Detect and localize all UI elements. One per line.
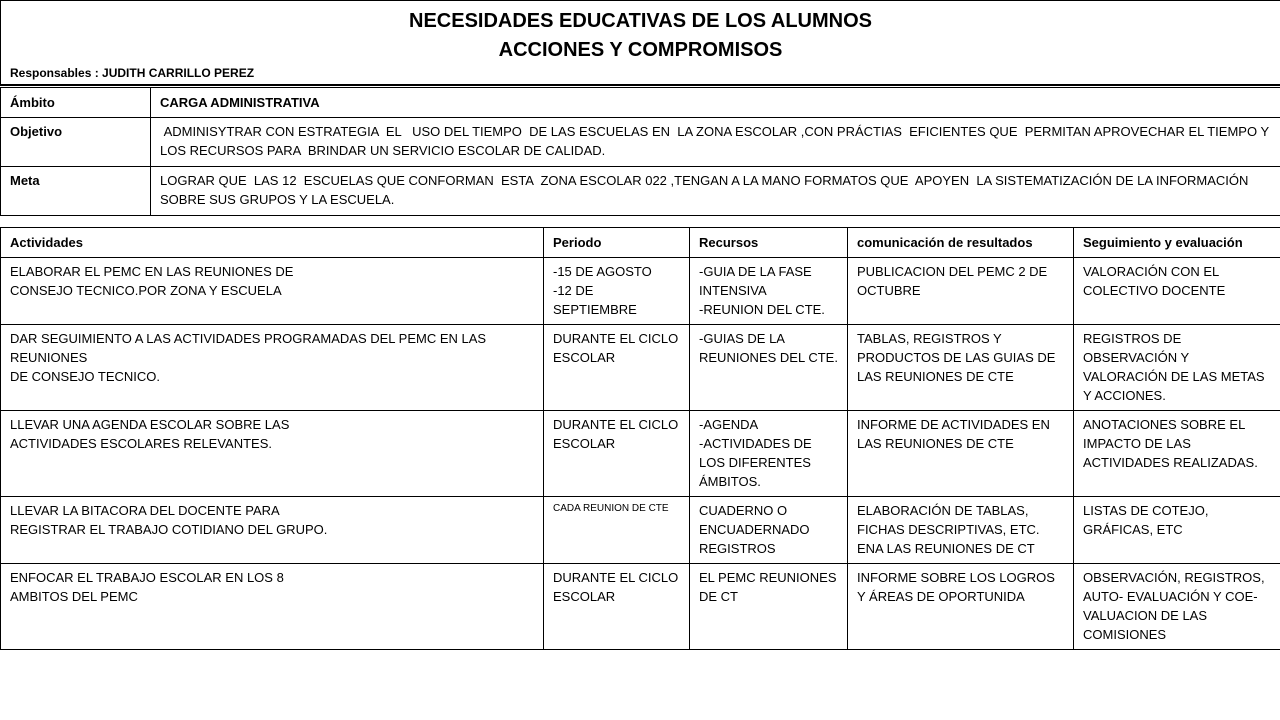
activities-header-row bbox=[1, 228, 1280, 258]
activities-table bbox=[0, 227, 1280, 650]
document-header bbox=[0, 0, 1280, 86]
periodo-cell: CADA REUNION DE CTE bbox=[544, 497, 690, 564]
recursos-cell: -AGENDA -ACTIVIDADES DE LOS DIFERENTES ÁMBITOS. bbox=[690, 411, 848, 497]
comunicacion-cell: INFORME DE ACTIVIDADES EN LAS REUNIONES DE CTE bbox=[848, 411, 1074, 497]
recursos-cell: -GUIA DE LA FASE INTENSIVA -REUNION DEL CTE. bbox=[690, 258, 848, 325]
seguimiento-cell: ANOTACIONES SOBRE EL IMPACTO DE LAS ACTIVIDADES REALIZADAS. bbox=[1074, 411, 1280, 497]
header-seguimiento: Seguimiento y evaluación bbox=[1074, 228, 1280, 258]
seguimiento-cell: VALORACIÓN CON EL COLECTIVO DOCENTE bbox=[1074, 258, 1280, 325]
meta-value: LOGRAR QUE LAS 12 ESCUELAS QUE CONFORMAN ESTA ZONA ESCOLAR 022 ,TENGAN A LA MANO FORMATOS QUE APOYEN LA SISTEMATIZACIÓN DE LA INFORMACIÓN SOBRE SUS GRUPOS Y LA ESCUELA. bbox=[151, 167, 1280, 216]
responsables-label: Responsables : JUDITH CARRILLO PEREZ bbox=[10, 66, 255, 80]
table-row bbox=[1, 564, 1280, 650]
objetivo-value: ADMINISYTRAR CON ESTRATEGIA EL USO DEL TIEMPO DE LAS ESCUELAS EN LA ZONA ESCOLAR ,CON PRÁCTIAS EFICIENTES QUE PERMITAN APROVECHAR EL TIEMPO Y LOS RECURSOS PARA BRINDAR UN SERVICIO ESCOLAR DE CALIDAD. bbox=[151, 118, 1280, 167]
comunicacion-cell: TABLAS, REGISTROS Y PRODUCTOS DE LAS GUIAS DE LAS REUNIONES DE CTE bbox=[848, 325, 1074, 411]
header-periodo: Periodo bbox=[544, 228, 690, 258]
meta-row bbox=[1, 167, 1280, 216]
header-recursos: Recursos bbox=[690, 228, 848, 258]
table-row bbox=[1, 411, 1280, 497]
objetivo-row bbox=[1, 118, 1280, 167]
seguimiento-cell: OBSERVACIÓN, REGISTROS, AUTO- EVALUACIÓN Y COE- VALUACION DE LAS COMISIONES bbox=[1074, 564, 1280, 650]
periodo-cell: DURANTE EL CICLO ESCOLAR bbox=[544, 411, 690, 497]
meta-label: Meta bbox=[1, 167, 151, 216]
table-row bbox=[1, 497, 1280, 564]
periodo-cell: -15 DE AGOSTO -12 DE SEPTIEMBRE bbox=[544, 258, 690, 325]
actividad-cell: LLEVAR UNA AGENDA ESCOLAR SOBRE LAS ACTIVIDADES ESCOLARES RELEVANTES. bbox=[1, 411, 544, 497]
periodo-cell: DURANTE EL CICLO ESCOLAR bbox=[544, 564, 690, 650]
seguimiento-cell: REGISTROS DE OBSERVACIÓN Y VALORACIÓN DE LAS METAS Y ACCIONES. bbox=[1074, 325, 1280, 411]
actividad-cell: ELABORAR EL PEMC EN LAS REUNIONES DE CONSEJO TECNICO.POR ZONA Y ESCUELA bbox=[1, 258, 544, 325]
document-subtitle: ACCIONES Y COMPROMISOS bbox=[498, 39, 783, 61]
comunicacion-cell: ELABORACIÓN DE TABLAS, FICHAS DESCRIPTIVAS, ETC. ENA LAS REUNIONES DE CT bbox=[848, 497, 1074, 564]
comunicacion-cell: INFORME SOBRE LOS LOGROS Y ÁREAS DE OPORTUNIDA bbox=[848, 564, 1074, 650]
periodo-cell: DURANTE EL CICLO ESCOLAR bbox=[544, 325, 690, 411]
ambito-label: Ámbito bbox=[1, 88, 151, 118]
actividad-cell: DAR SEGUIMIENTO A LAS ACTIVIDADES PROGRAMADAS DEL PEMC EN LAS REUNIONES DE CONSEJO TECNICO. bbox=[1, 325, 544, 411]
recursos-cell: EL PEMC REUNIONES DE CT bbox=[690, 564, 848, 650]
header-actividades: Actividades bbox=[1, 228, 544, 258]
recursos-cell: CUADERNO O ENCUADERNADO REGISTROS bbox=[690, 497, 848, 564]
document-title: NECESIDADES EDUCATIVAS DE LOS ALUMNOS bbox=[409, 10, 872, 32]
header-comunicacion: comunicación de resultados bbox=[848, 228, 1074, 258]
objetivo-label: Objetivo bbox=[1, 118, 151, 167]
table-row bbox=[1, 258, 1280, 325]
info-table bbox=[0, 87, 1280, 216]
ambito-row bbox=[1, 88, 1280, 118]
seguimiento-cell: LISTAS DE COTEJO, GRÁFICAS, ETC bbox=[1074, 497, 1280, 564]
comunicacion-cell: PUBLICACION DEL PEMC 2 DE OCTUBRE bbox=[848, 258, 1074, 325]
actividad-cell: ENFOCAR EL TRABAJO ESCOLAR EN LOS 8 AMBITOS DEL PEMC bbox=[1, 564, 544, 650]
actividad-cell: LLEVAR LA BITACORA DEL DOCENTE PARA REGISTRAR EL TRABAJO COTIDIANO DEL GRUPO. bbox=[1, 497, 544, 564]
table-row bbox=[1, 325, 1280, 411]
ambito-value: CARGA ADMINISTRATIVA bbox=[151, 88, 1280, 118]
recursos-cell: -GUIAS DE LA REUNIONES DEL CTE. bbox=[690, 325, 848, 411]
